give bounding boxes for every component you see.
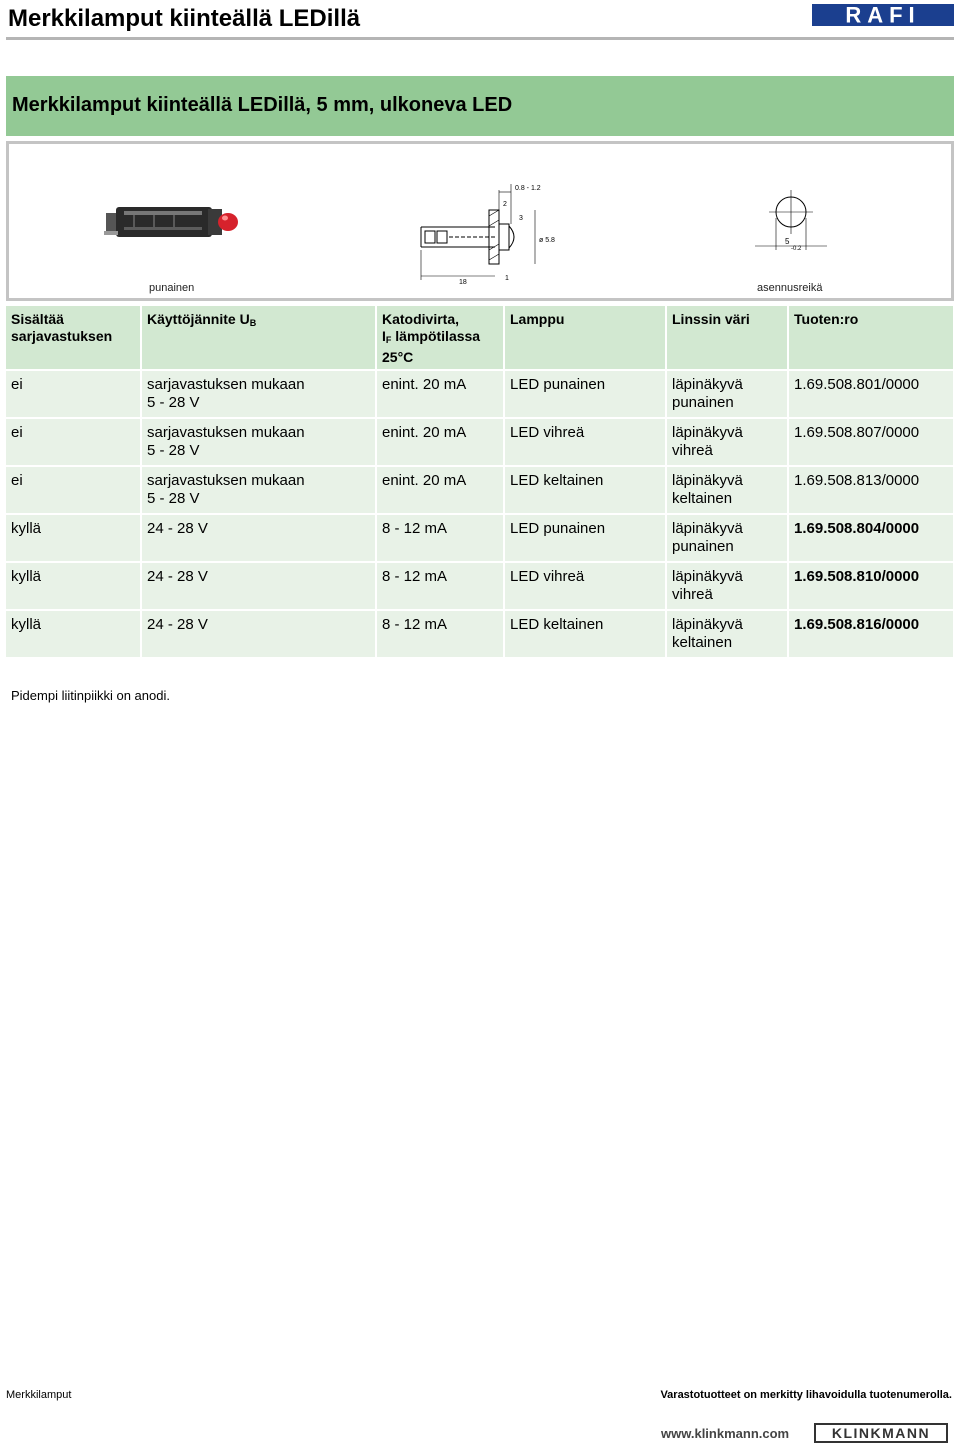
table-row [6,514,954,562]
cell-lamp: LED punainen [504,514,666,562]
cell-lens: läpinäkyvä keltainen [666,466,788,514]
hole-caption: asennusreikä [757,282,823,294]
cell-product: 1.69.508.813/0000 [788,466,954,514]
cell-series: ei [6,370,141,418]
cell-voltage: 24 - 28 V [141,562,376,610]
cell-current: enint. 20 mA [376,466,504,514]
cell-lens: läpinäkyvä punainen [666,370,788,418]
svg-text:3: 3 [519,215,523,222]
svg-text:0.8 - 1.2: 0.8 - 1.2 [515,185,541,192]
footer-stock-note: Varastotuotteet on merkitty lihavoidulla tuotenumerolla. [660,1389,952,1401]
svg-text:-0.2: -0.2 [791,246,802,252]
table-row [6,610,954,658]
table-row [6,418,954,466]
cell-lamp: LED vihreä [504,418,666,466]
cell-series: kyllä [6,610,141,658]
table-header-row [6,306,954,370]
cell-current: enint. 20 mA [376,370,504,418]
section-bar [6,76,954,136]
product-photo [104,197,244,247]
header-lens: Linssin väri [666,306,788,370]
cell-lamp: LED vihreä [504,562,666,610]
table-row [6,466,954,514]
svg-text:ø 5.8: ø 5.8 [539,237,555,244]
cell-voltage: sarjavastuksen mukaan 5 - 28 V [141,370,376,418]
cell-lens: läpinäkyvä vihreä [666,562,788,610]
cell-lens: läpinäkyvä keltainen [666,610,788,658]
cell-product: 1.69.508.816/0000 [788,610,954,658]
header-product: Tuoten:ro [788,306,954,370]
header-lamp: Lamppu [504,306,666,370]
header-current: Katodivirta, $I_F$ lämpötilassa 25°C [376,306,504,370]
table-row [6,562,954,610]
cell-lamp: LED keltainen [504,610,666,658]
cell-series: ei [6,466,141,514]
cell-product: 1.69.508.810/0000 [788,562,954,610]
cell-current: 8 - 12 mA [376,610,504,658]
cell-current: enint. 20 mA [376,418,504,466]
cell-lamp: LED punainen [504,370,666,418]
cell-series: kyllä [6,514,141,562]
mounting-hole-drawing [749,184,839,264]
svg-text:5: 5 [785,237,790,246]
product-figure [6,141,954,301]
product-table [6,306,955,659]
footnote: Pidempi liitinpiikki on anodi. [11,688,170,703]
footer-category: Merkkilamput [6,1389,72,1401]
header-voltage: Käyttöjännite $U_B$ [141,306,376,370]
section-title: Merkkilamput kiinteällä LEDillä, 5 mm, ulkoneva LED [12,94,513,116]
cell-voltage: sarjavastuksen mukaan 5 - 28 V [141,466,376,514]
klinkmann-logo [814,1423,948,1443]
cell-lamp: LED keltainen [504,466,666,514]
dimension-drawing [413,180,563,290]
cell-product: 1.69.508.807/0000 [788,418,954,466]
cell-series: ei [6,418,141,466]
rafi-logo [812,4,954,26]
cell-product: 1.69.508.801/0000 [788,370,954,418]
cell-lens: läpinäkyvä punainen [666,514,788,562]
svg-text:2: 2 [503,201,507,208]
page-header [6,0,954,40]
photo-caption: punainen [149,282,195,294]
cell-product: 1.69.508.804/0000 [788,514,954,562]
svg-text:1: 1 [505,275,509,282]
brand-text: RAFI [845,4,921,26]
cell-voltage: 24 - 28 V [141,514,376,562]
svg-text:18: 18 [459,279,467,286]
cell-current: 8 - 12 mA [376,562,504,610]
cell-series: kyllä [6,562,141,610]
page-title: Merkkilamput kiinteällä LEDillä [8,5,361,32]
footer-website-link[interactable]: www.klinkmann.com [661,1426,790,1441]
cell-voltage: 24 - 28 V [141,610,376,658]
cell-lens: läpinäkyvä vihreä [666,418,788,466]
cell-voltage: sarjavastuksen mukaan 5 - 28 V [141,418,376,466]
klinkmann-text: KLINKMANN [831,1425,931,1441]
table-row [6,370,954,418]
header-series: Sisältää sarjavastuksen [6,306,141,370]
cell-current: 8 - 12 mA [376,514,504,562]
